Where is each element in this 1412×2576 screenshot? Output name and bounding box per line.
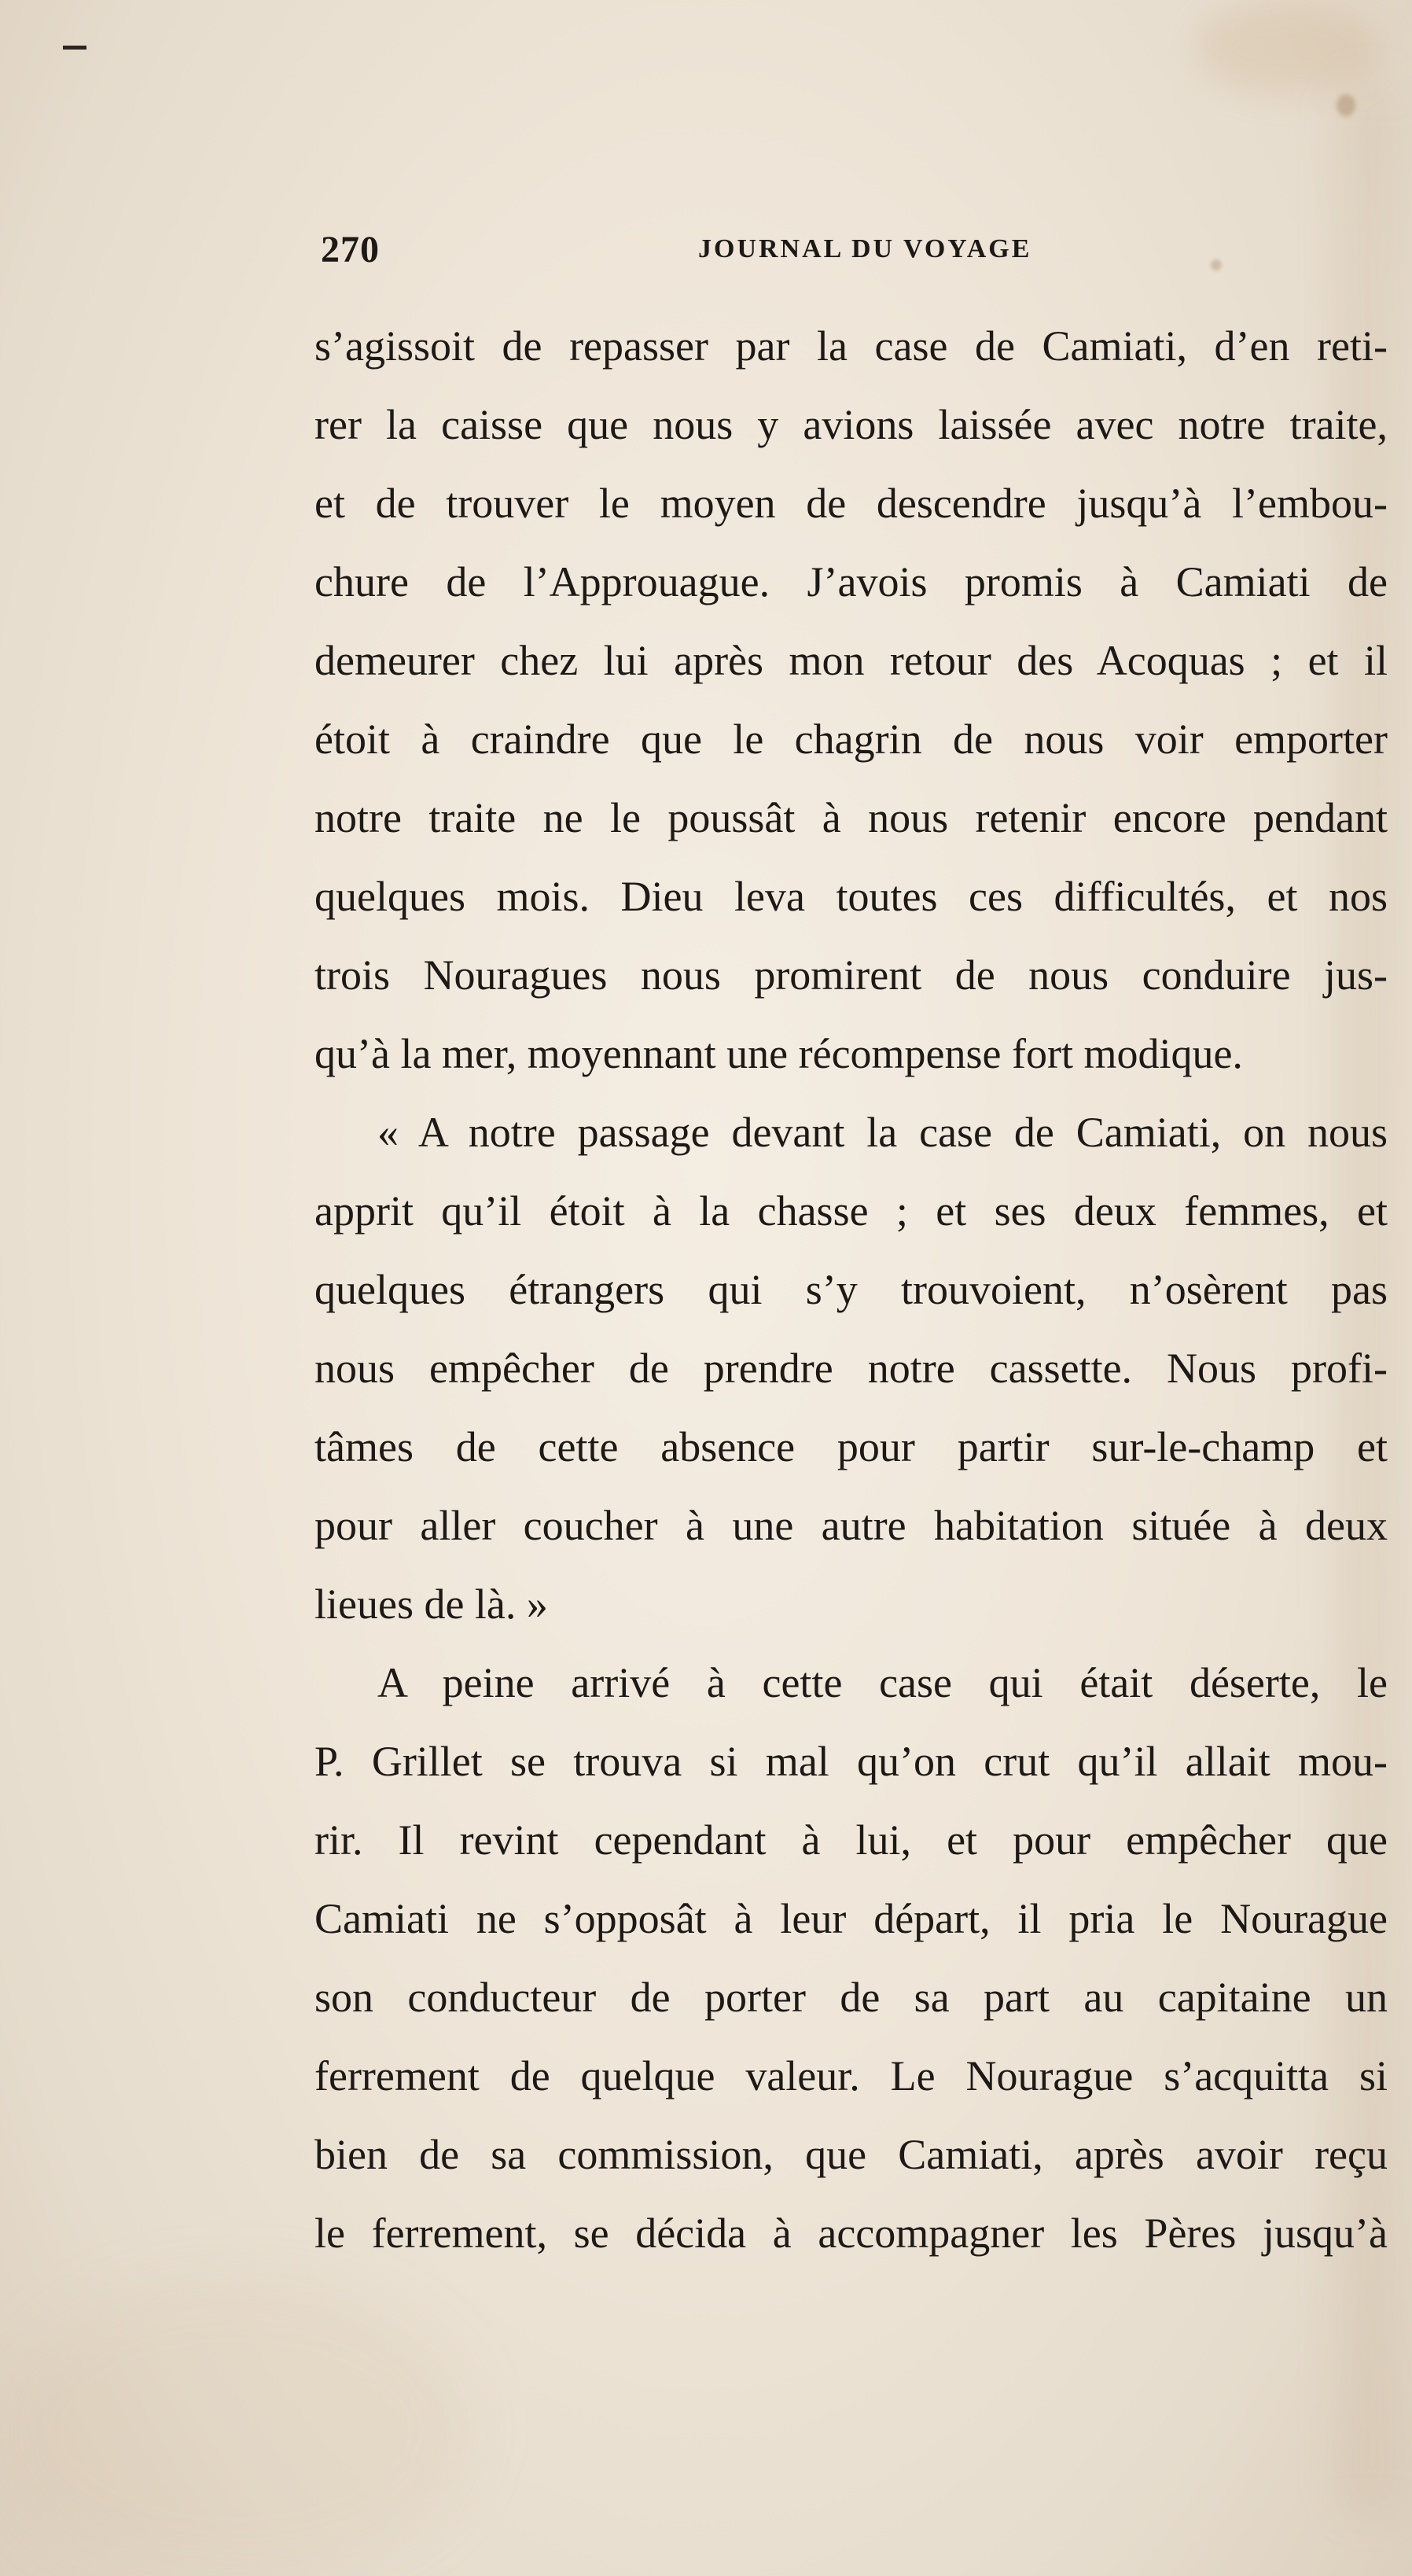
text-line: rer la caisse que nous y avions laissée avec notre traite, — [314, 401, 1388, 448]
text-line: son conducteur de porter de sa part au capitaine un — [314, 1974, 1388, 2021]
text-line: trois Nouragues nous promirent de nous conduire jus- — [314, 951, 1388, 999]
text-line: A peine arrivé à cette case qui était déserte, le — [377, 1659, 1388, 1706]
text-line: bien de sa commission, que Camiati, après avoir reçu — [314, 2131, 1388, 2178]
text-line: apprit qu’il étoit à la chasse ; et ses deux femmes, et — [314, 1187, 1388, 1235]
running-title: JOURNAL DU VOYAGE — [698, 234, 1032, 263]
text-line: qu’à la mer, moyennant une récompense fort modique. — [314, 1030, 1243, 1077]
text-line: s’agissoit de repasser par la case de Camiati, d’en reti- — [314, 322, 1388, 370]
text-line: P. Grillet se trouva si mal qu’on crut qu’il allait mou- — [314, 1738, 1388, 1785]
running-head — [321, 228, 1382, 283]
text-line: lieues de là. » — [314, 1581, 548, 1628]
paper-stain — [0, 2280, 472, 2576]
paper-spot — [1337, 94, 1355, 116]
text-line: chure de l’Approuague. J’avois promis à Camiati de — [314, 558, 1388, 605]
text-line: notre traite ne le poussât à nous retenir encore pendant — [314, 794, 1388, 841]
text-line: quelques mois. Dieu leva toutes ces difficultés, et nos — [314, 873, 1388, 920]
paper-stain — [1195, 0, 1384, 94]
text-line: le ferrement, se décida à accompagner les Pères jusqu’à — [314, 2210, 1388, 2257]
page-number: 270 — [321, 229, 380, 270]
body-text — [314, 307, 1388, 2272]
text-line: pour aller coucher à une autre habitation située à deux — [314, 1502, 1388, 1549]
text-line: quelques étrangers qui s’y trouvoient, n’osèrent pas — [314, 1266, 1388, 1313]
text-line: et de trouver le moyen de descendre jusqu’à l’embou- — [314, 480, 1388, 527]
text-line: demeurer chez lui après mon retour des Acoquas ; et il — [314, 637, 1388, 684]
text-line: tâmes de cette absence pour partir sur-le-champ et — [314, 1423, 1388, 1470]
text-line: ferrement de quelque valeur. Le Nourague s’acquitta si — [314, 2052, 1388, 2099]
corner-mark — [63, 46, 86, 50]
text-line: nous empêcher de prendre notre cassette. Nous profi- — [314, 1345, 1388, 1392]
text-line: « A notre passage devant la case de Camiati, on nous — [377, 1109, 1388, 1156]
text-line: étoit à craindre que le chagrin de nous voir emporter — [314, 716, 1388, 763]
text-line: Camiati ne s’opposât à leur départ, il pria le Nourague — [314, 1895, 1388, 1942]
text-line: rir. Il revint cependant à lui, et pour empêcher que — [314, 1816, 1388, 1864]
